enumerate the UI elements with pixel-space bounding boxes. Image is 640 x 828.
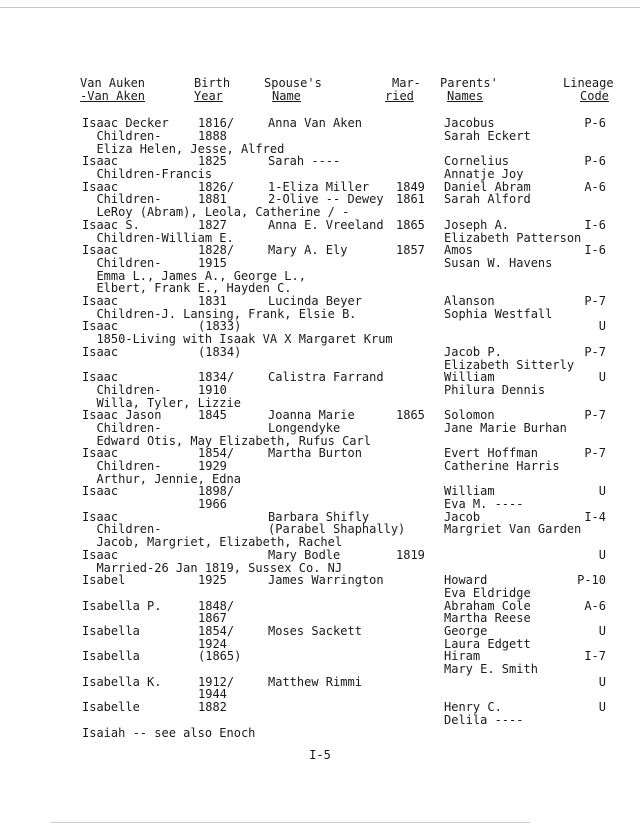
- cell-name: LeRoy (Abram), Leola, Catherine / -: [82, 205, 350, 219]
- cell-spouse: Lucinda Beyer: [268, 294, 362, 308]
- cell-name: Isaac Decker: [82, 116, 169, 130]
- page-number: I-5: [309, 748, 331, 762]
- cell-code: P-7: [584, 446, 606, 460]
- cell-spouse: Anna E. Vreeland: [268, 218, 384, 232]
- cell-parents: Philura Dennis: [444, 383, 546, 397]
- header-birth: Birth: [194, 76, 231, 90]
- cell-code: I-6: [584, 243, 606, 257]
- cell-parents: Delila ----: [444, 713, 524, 727]
- cell-code: A-6: [584, 599, 606, 613]
- cell-parents: Howard: [444, 573, 488, 587]
- header-row-2: [0, 90, 640, 103]
- cell-birth: 1929: [198, 459, 227, 473]
- cell-name: Isaiah -- see also Enoch: [82, 726, 256, 740]
- cell-name: Isaac: [82, 154, 119, 168]
- cell-name: Isabella K.: [82, 675, 162, 689]
- cell-name: Children-William E.: [82, 231, 234, 245]
- cell-spouse: Joanna Marie: [268, 408, 355, 422]
- cell-parents: Alanson: [444, 294, 495, 308]
- cell-spouse: Moses Sackett: [268, 624, 362, 638]
- cell-birth: 1831: [198, 294, 227, 308]
- cell-parents: Laura Edgett: [444, 637, 531, 651]
- cell-name: Isaac: [82, 345, 119, 359]
- cell-parents: William: [444, 484, 495, 498]
- cell-parents: Solomon: [444, 408, 495, 422]
- cell-parents: Joseph A.: [444, 218, 510, 232]
- record-line: [0, 574, 640, 587]
- cell-code: P-10: [577, 573, 606, 587]
- cell-code: U: [598, 548, 606, 562]
- cell-parents: Annatje Joy: [444, 167, 524, 181]
- cell-birth: 1845: [198, 408, 227, 422]
- record-line: [0, 701, 640, 714]
- cell-birth: (1865): [198, 649, 242, 663]
- cell-parents: Jane Marie Burhan: [444, 421, 567, 435]
- cell-code: U: [598, 319, 606, 333]
- cell-name: Isaac: [82, 484, 119, 498]
- cell-married: 1865: [396, 218, 425, 232]
- cell-name: Isaac: [82, 510, 119, 524]
- header-mar: Mar-: [392, 76, 421, 90]
- cell-birth: 1881: [198, 192, 227, 206]
- cell-code: P-7: [584, 345, 606, 359]
- cell-code: P-6: [584, 154, 606, 168]
- cell-birth: 1854/: [198, 624, 235, 638]
- cell-name: Eliza Helen, Jesse, Alfred: [82, 142, 285, 156]
- cell-name: Isabella P.: [82, 599, 162, 613]
- cell-birth: 1867: [198, 611, 227, 625]
- cell-parents: Martha Reese: [444, 611, 531, 625]
- cell-name: Isaac: [82, 294, 119, 308]
- cell-parents: Elizabeth Patterson: [444, 231, 582, 245]
- cell-birth: 1834/: [198, 370, 235, 384]
- top-rule: [0, 7, 640, 8]
- cell-name: Jacob, Margriet, Elizabeth, Rachel: [82, 535, 343, 549]
- cell-code: I-7: [584, 649, 606, 663]
- cell-code: P-7: [584, 294, 606, 308]
- cell-spouse: Mary Bodle: [268, 548, 341, 562]
- cell-name: Children-: [82, 383, 162, 397]
- cell-parents: Jacob: [444, 510, 481, 524]
- cell-birth: 1944: [198, 687, 227, 701]
- cell-birth: 1912/: [198, 675, 235, 689]
- cell-name: Children-: [82, 421, 162, 435]
- cell-name: Isaac: [82, 243, 119, 257]
- cell-name: Elbert, Frank E., Hayden C.: [82, 281, 292, 295]
- cell-birth: 1924: [198, 637, 227, 651]
- cell-name: Children-: [82, 129, 162, 143]
- cell-birth: 1848/: [198, 599, 235, 613]
- cell-parents: Sarah Eckert: [444, 129, 531, 143]
- record-line: [0, 625, 640, 638]
- cell-spouse: Calistra Farrand: [268, 370, 384, 384]
- header-names: Names: [447, 89, 484, 103]
- cell-spouse: Sarah ----: [268, 154, 341, 168]
- cell-married: 1865: [396, 408, 425, 422]
- cell-name: Isabella: [82, 649, 140, 663]
- header-code: Code: [580, 89, 609, 103]
- cell-parents: Mary E. Smith: [444, 662, 538, 676]
- cell-name: Children-: [82, 256, 162, 270]
- cell-name: Isabelle: [82, 700, 140, 714]
- cell-parents: Henry C.: [444, 700, 502, 714]
- cell-parents: Abraham Cole: [444, 599, 531, 613]
- cell-spouse: Martha Burton: [268, 446, 362, 460]
- cell-birth: (1834): [198, 345, 242, 359]
- cell-name: Emma L., James A., George L.,: [82, 269, 306, 283]
- cell-birth: 1828/: [198, 243, 235, 257]
- cell-birth: 1827: [198, 218, 227, 232]
- cell-married: 1849: [396, 180, 425, 194]
- cell-code: P-7: [584, 408, 606, 422]
- cell-birth: 1888: [198, 129, 227, 143]
- cell-birth: 1854/: [198, 446, 235, 460]
- cell-birth: 1898/: [198, 484, 235, 498]
- cell-parents: William: [444, 370, 495, 384]
- cell-parents: Susan W. Havens: [444, 256, 553, 270]
- header-parents: Parents': [440, 76, 498, 90]
- cell-spouse: (Parabel Shaphally): [268, 522, 406, 536]
- cell-parents: Catherine Harris: [444, 459, 560, 473]
- cell-married: 1861: [396, 192, 425, 206]
- cell-spouse: Mary A. Ely: [268, 243, 348, 257]
- cell-code: U: [598, 624, 606, 638]
- header-van-auken: Van Auken: [80, 76, 146, 90]
- cell-name: Edward Otis, May Elizabeth, Rufus Carl: [82, 434, 371, 448]
- record-line: [0, 727, 640, 740]
- header-year: Year: [194, 89, 223, 103]
- header-lineage: Lineage: [563, 76, 614, 90]
- cell-parents: Evert Hoffman: [444, 446, 538, 460]
- cell-name: Isaac Jason: [82, 408, 162, 422]
- cell-parents: Eva M. ----: [444, 497, 524, 511]
- cell-name: Isaac S.: [82, 218, 140, 232]
- cell-code: I-6: [584, 218, 606, 232]
- cell-name: 1850-Living with Isaak VA X Margaret Krum: [82, 332, 393, 346]
- cell-birth: (1833): [198, 319, 242, 333]
- record-line: [0, 485, 640, 498]
- cell-birth: 1925: [198, 573, 227, 587]
- cell-parents: George: [444, 624, 488, 638]
- cell-code: I-4: [584, 510, 606, 524]
- cell-birth: 1826/: [198, 180, 235, 194]
- cell-name: Isaac: [82, 180, 119, 194]
- cell-married: 1819: [396, 548, 425, 562]
- header-ried: ried: [385, 89, 414, 103]
- cell-parents: Jacob P.: [444, 345, 502, 359]
- cell-name: Children-Francis: [82, 167, 213, 181]
- cell-spouse: 1-Eliza Miller: [268, 180, 370, 194]
- cell-name: Married-26 Jan 1819, Sussex Co. NJ: [82, 561, 343, 575]
- record-line: [0, 650, 640, 663]
- cell-parents: Elizabeth Sitterly: [444, 358, 575, 372]
- cell-birth: 1882: [198, 700, 227, 714]
- cell-name: Isaac: [82, 446, 119, 460]
- cell-parents: Sophia Westfall: [444, 307, 553, 321]
- cell-name: Children-: [82, 459, 162, 473]
- cell-code: A-6: [584, 180, 606, 194]
- cell-spouse: James Warrington: [268, 573, 384, 587]
- cell-name: Willa, Tyler, Lizzie: [82, 396, 241, 410]
- cell-birth: 1966: [198, 497, 227, 511]
- header-van-aken: -Van Aken: [80, 89, 146, 103]
- cell-code: U: [598, 370, 606, 384]
- cell-parents: Hiram: [444, 649, 481, 663]
- cell-name: Isaac: [82, 370, 119, 384]
- cell-birth: 1825: [198, 154, 227, 168]
- cell-parents: Cornelius: [444, 154, 510, 168]
- cell-name: Isaac: [82, 319, 119, 333]
- cell-code: U: [598, 484, 606, 498]
- bottom-rule: [50, 822, 530, 823]
- cell-code: P-6: [584, 116, 606, 130]
- cell-name: Arthur, Jennie, Edna: [82, 472, 241, 486]
- cell-name: Children-J. Lansing, Frank, Elsie B.: [82, 307, 357, 321]
- cell-spouse: Anna Van Aken: [268, 116, 362, 130]
- cell-parents: Sarah Alford: [444, 192, 531, 206]
- cell-code: U: [598, 675, 606, 689]
- cell-name: Isabel: [82, 573, 126, 587]
- cell-code: U: [598, 700, 606, 714]
- cell-parents: Jacobus: [444, 116, 495, 130]
- cell-name: Isaac: [82, 548, 119, 562]
- cell-name: Children-: [82, 522, 162, 536]
- cell-spouse: 2-Olive -- Dewey: [268, 192, 384, 206]
- cell-birth: 1816/: [198, 116, 235, 130]
- cell-parents: Amos: [444, 243, 473, 257]
- cell-parents: Eva Eldridge: [444, 586, 531, 600]
- cell-name: Children-: [82, 192, 162, 206]
- cell-spouse: Matthew Rimmi: [268, 675, 362, 689]
- cell-parents: Margriet Van Garden: [444, 522, 582, 536]
- header-spouses: Spouse's: [264, 76, 322, 90]
- cell-name: Isabella: [82, 624, 140, 638]
- cell-birth: 1915: [198, 256, 227, 270]
- cell-parents: Daniel Abram: [444, 180, 531, 194]
- header-name: Name: [272, 89, 301, 103]
- cell-married: 1857: [396, 243, 425, 257]
- cell-spouse: Longendyke: [268, 421, 341, 435]
- cell-spouse: Barbara Shifly: [268, 510, 370, 524]
- cell-birth: 1910: [198, 383, 227, 397]
